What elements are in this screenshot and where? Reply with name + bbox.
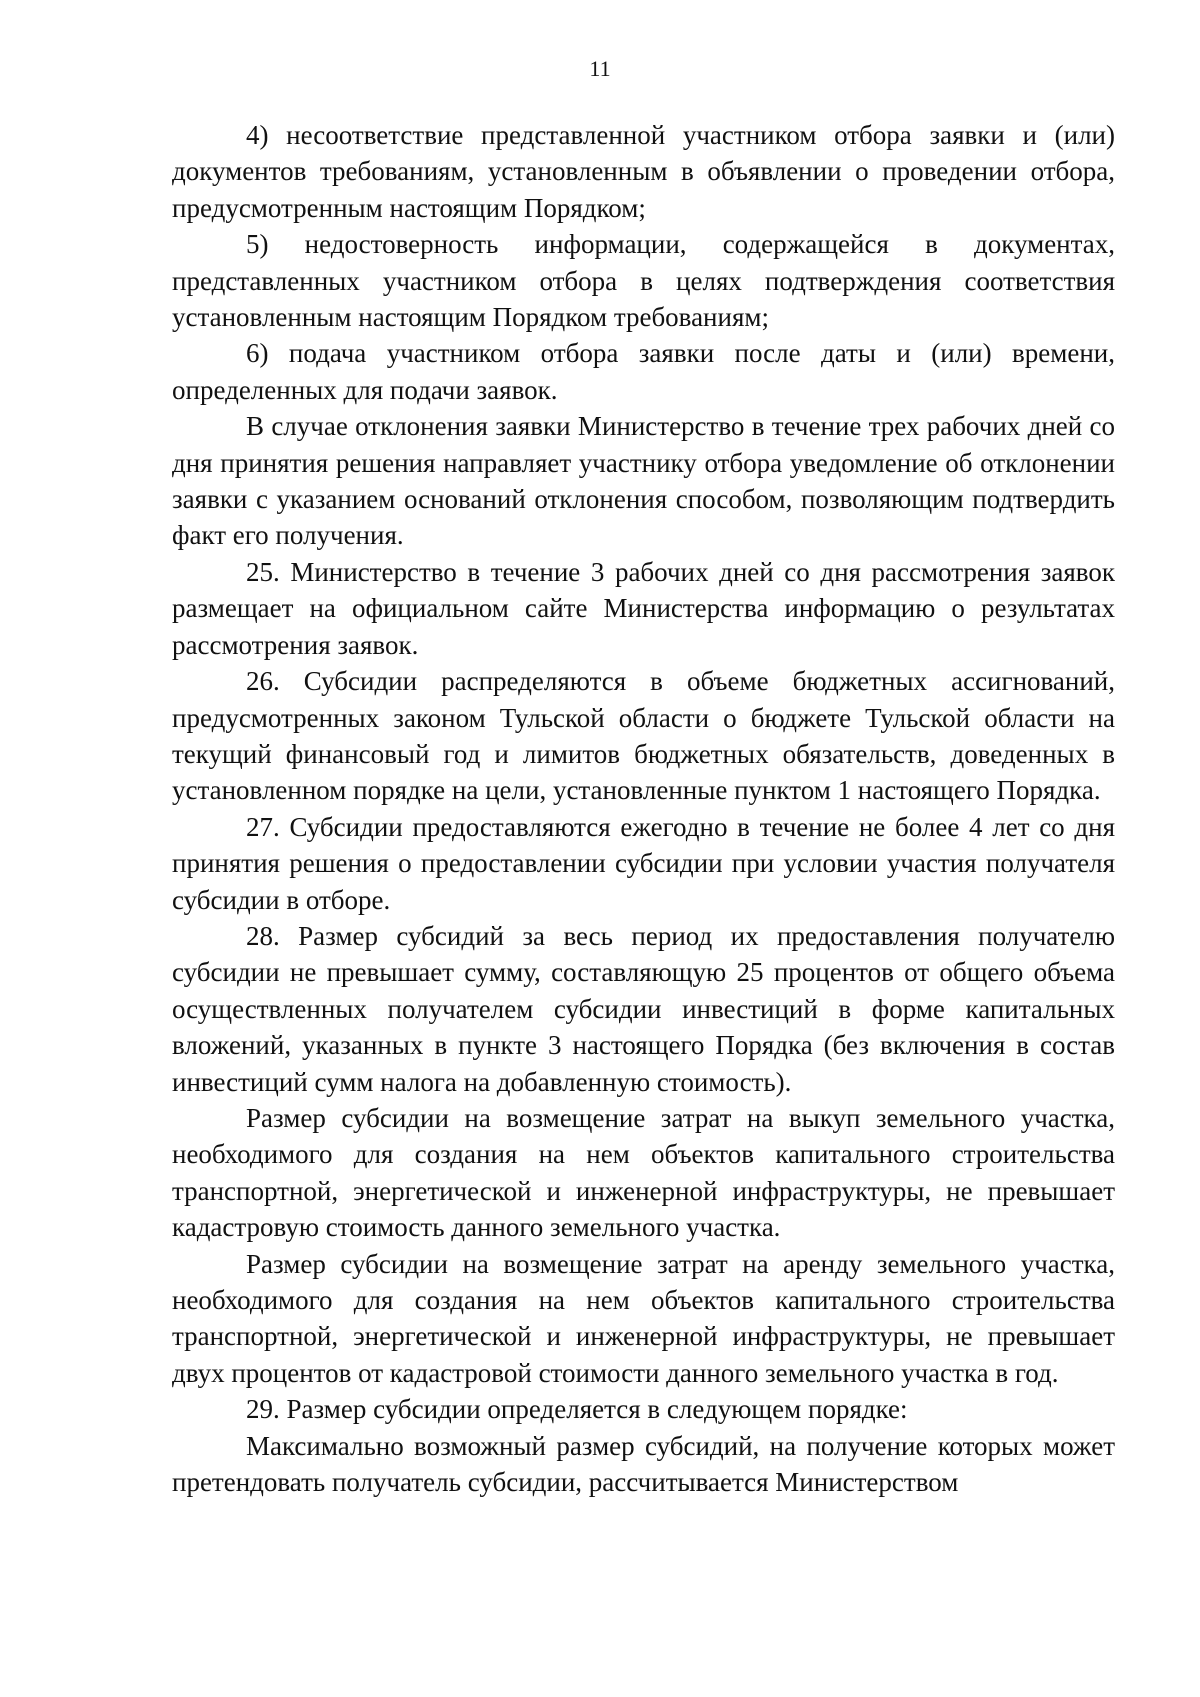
paragraph-land-purchase: Размер субсидии на возмещение затрат на выкуп земельного участка, необходимого для создания на нем объектов капитального строительства транспортной, энергетической и инженерной инфраструктуры, не превышает кадастровую стоимость данного земельного участка. bbox=[172, 1102, 1115, 1243]
paragraph-clause-26: 26. Субсидии распределяются в объеме бюджетных ассигнований, предусмотренных законом Тульской области о бюджете Тульской области на текущий финансовый год и лимитов бюджетных обязательств, доведенных в установленном порядке на цели, установленные пунктом 1 настоящего Порядка. bbox=[172, 666, 1115, 806]
paragraph-land-lease: Размер субсидии на возмещение затрат на аренду земельного участка, необходимого для создания на нем объектов капитального строительства транспортной, энергетической и инженерной инфраструктуры, не превышает двух процентов от кадастровой стоимости данного земельного участка в год. bbox=[172, 1248, 1115, 1388]
page-number: 11 bbox=[589, 56, 611, 81]
paragraph-clause-28: 28. Размер субсидий за весь период их предоставления получателю субсидии не превышает сумму, составляющую 25 процентов от общего объема осуществленных получателем субсидии инвестиций в форме капитальных вложений, указанных в пункте 3 настоящего Порядка (без включения в состав инвестиций сумм налога на добавленную стоимость). bbox=[172, 920, 1115, 1097]
paragraph-item-5: 5) недостоверность информации, содержащейся в документах, представленных участником отбора в целях подтверждения соответствия установленным настоящим Порядком требованиям; bbox=[172, 229, 1115, 333]
paragraph-max-subsidy: Максимально возможный размер субсидий, на получение которых может претендовать получатель субсидии, рассчитывается Министерством bbox=[172, 1430, 1115, 1498]
paragraph-item-6: 6) подача участником отбора заявки после даты и (или) времени, определенных для подачи заявок. bbox=[172, 338, 1115, 405]
paragraph-item-4: 4) несоответствие представленной участником отбора заявки и (или) документов требованиям, установленным в объявлении о проведении отбора, предусмотренным настоящим Порядком; bbox=[172, 120, 1115, 223]
paragraph-clause-29: 29. Размер субсидии определяется в следующем порядке: bbox=[246, 1394, 908, 1425]
paragraph-clause-25: 25. Министерство в течение 3 рабочих дней со дня рассмотрения заявок размещает на официальном сайте Министерства информацию о результатах рассмотрения заявок. bbox=[172, 556, 1115, 660]
paragraph-clause-27: 27. Субсидии предоставляются ежегодно в течение не более 4 лет со дня принятия решения о предоставлении субсидии при условии участия получателя субсидии в отборе. bbox=[172, 811, 1115, 915]
document-body bbox=[172, 117, 1115, 1500]
paragraph-rejection-notice: В случае отклонения заявки Министерство в течение трех рабочих дней со дня принятия решения направляет участнику отбора уведомление об отклонении заявки с указанием оснований отклонения способом, позволяющим подтвердить факт его получения. bbox=[172, 411, 1115, 551]
